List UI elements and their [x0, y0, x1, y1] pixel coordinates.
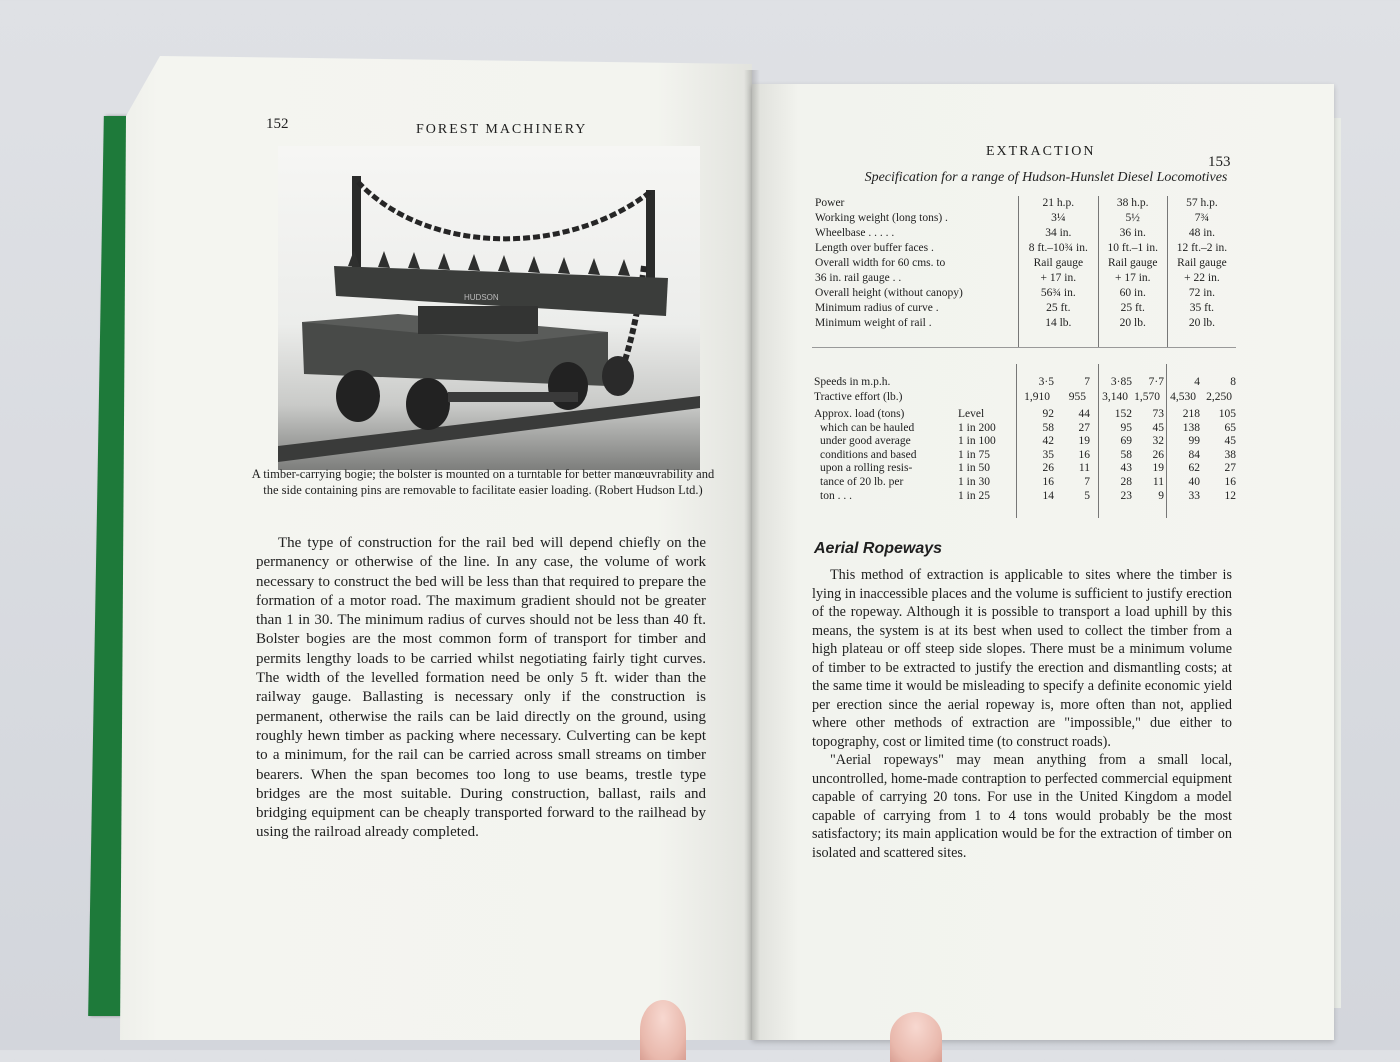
spec-value: 48 in. [1167, 226, 1236, 241]
load-value: 9 [1158, 489, 1164, 502]
gradient-label: 1 in 25 [958, 489, 990, 502]
load-value: 23 [1120, 489, 1132, 502]
speed-value: 3·5 [1038, 376, 1054, 388]
load-value: 152 [1114, 408, 1132, 420]
load-value: 40 [1188, 476, 1200, 488]
load-value: 218 [1182, 408, 1200, 420]
load-value: 7 [1084, 476, 1090, 488]
spec-value: 3¼ [1019, 211, 1099, 226]
load-value: 26 [1152, 448, 1164, 461]
load-value: 105 [1218, 408, 1236, 420]
spec-label: Overall width for 60 cms. to [815, 257, 946, 269]
spec-value: 5½ [1098, 211, 1167, 226]
gradient-label: 1 in 30 [958, 476, 990, 488]
load-value: 19 [1152, 462, 1164, 475]
speed-value: 7 [1084, 376, 1090, 388]
spec-value: Rail gauge [1019, 256, 1099, 271]
section-heading-aerial-ropeways: Aerial Ropeways [814, 540, 943, 557]
load-label-line: upon a rolling resis- [820, 462, 913, 475]
effort-value: 4,530 [1170, 391, 1196, 403]
right-running-head: EXTRACTION [986, 144, 1096, 159]
locomotive-spec-table [812, 196, 1236, 348]
load-value: 5 [1084, 489, 1090, 502]
spec-value: 8 ft.–10¾ in. [1019, 241, 1099, 256]
load-label-line: conditions and based [820, 448, 917, 461]
spec-label: 36 in. rail gauge . . [815, 272, 902, 284]
load-value: 19 [1078, 435, 1090, 448]
load-value: 12 [1224, 489, 1236, 502]
spec-row [812, 211, 1236, 226]
effort-value: 2,250 [1206, 391, 1232, 403]
photo-hudson-label: HUDSON [464, 293, 499, 302]
spec-value: 36 in. [1098, 226, 1167, 241]
load-value: 69 [1120, 435, 1132, 448]
spec-label: Working weight (long tons) . [815, 212, 948, 224]
spec-label: Length over buffer faces . [815, 242, 934, 254]
bogie-photograph [278, 146, 700, 470]
gradient-label: 1 in 100 [958, 435, 996, 448]
right-body-text [812, 566, 1232, 862]
spec-value: 7¾ [1167, 211, 1236, 226]
load-value: 95 [1120, 421, 1132, 434]
spec-row [812, 241, 1236, 256]
load-value: 62 [1188, 462, 1200, 475]
gradient-label: 1 in 200 [958, 421, 996, 434]
load-value: 73 [1152, 408, 1164, 420]
spec-value: 14 lb. [1019, 316, 1099, 331]
finger-holding-book [640, 1000, 686, 1060]
load-value: 26 [1042, 462, 1054, 475]
effort-value: 1,570 [1134, 391, 1160, 403]
load-value: 28 [1120, 476, 1132, 488]
spec-value: Rail gauge [1098, 256, 1167, 271]
speed-value: 4 [1194, 376, 1200, 388]
spec-value: + 17 in. [1019, 271, 1099, 286]
spec-value: 20 lb. [1167, 316, 1236, 331]
load-value: 16 [1042, 476, 1054, 488]
load-value: 45 [1152, 421, 1164, 434]
load-value: 11 [1078, 462, 1090, 475]
thumb-holding-book [890, 1012, 942, 1062]
load-label-line: which can be hauled [820, 421, 915, 434]
load-value: 38 [1224, 448, 1236, 461]
effort-value: 955 [1068, 391, 1086, 403]
left-page-number: 152 [266, 116, 289, 132]
spec-value: 60 in. [1098, 286, 1167, 301]
spec-row [812, 271, 1236, 286]
load-value: 45 [1224, 435, 1236, 448]
spec-value: 72 in. [1167, 286, 1236, 301]
left-body-text [256, 534, 706, 843]
load-label-line: ton . . . [820, 489, 852, 502]
left-running-head: FOREST MACHINERY [416, 122, 588, 137]
spec-label: Power [815, 197, 845, 209]
spec-value: 12 ft.–2 in. [1167, 241, 1236, 256]
spec-label: Overall height (without canopy) [815, 287, 963, 299]
load-value: 11 [1152, 476, 1164, 488]
spec-value: 34 in. [1019, 226, 1099, 241]
spec-label: Wheelbase . . . . . [815, 227, 895, 239]
gradient-label: 1 in 50 [958, 462, 990, 475]
load-value: 58 [1042, 421, 1054, 434]
load-label-line: under good average [820, 435, 911, 448]
spec-row [812, 196, 1236, 211]
load-label-line: tance of 20 lb. per [820, 476, 904, 488]
load-value: 33 [1188, 489, 1200, 502]
spec-value: 10 ft.–1 in. [1098, 241, 1167, 256]
load-value: 27 [1078, 421, 1090, 434]
load-value: 44 [1078, 408, 1090, 420]
ropeway-paragraph-1: This method of extraction is applicable to sites where the timber is lying in inaccessible places and the volume is sufficient to justify erection of the ropeway. Although it is possible to transport a load uphill by this means, the system is at its best when used to collect the timber from a high plateau or off steep side slopes. There must be a minimum volume of timber to be extracted to justify the erection and dismantling costs; at the same time it would be misleading to specify a definite economic yield per erection since the aerial ropeway is, more often than not, applied where other methods of extraction are "impossible," due either to topography, cost or limited time (to construct roads). [812, 567, 1232, 750]
rail-bed-paragraph: The type of construction for the rail bed will depend chiefly on the permanency or otherwise of the line. In any case, the volume of work necessary to construct the bed will be less than that required to prepare the formation of a motor road. The maximum gradient should not be greater than 1 in 30. The minimum radius of curves should not be less than 40 ft. Bolster bogies are the most common form of transport for timber and permits lengthy loads to be carried whilst negotiating fairly tight curves. The width of the levelled formation need be only 5 ft. wider than the railway gauge. Ballasting is necessary only if the construction is permanent, otherwise the rails can be laid directly on the ground, using roughly hewn timber as packing where necessary. Culverting can be kept to a minimum, for the rail can be carried across small streams on timber bearers. When the span becomes too long to use beams, trestle type bridges are the most suitable. During construction, ballast, rails and bridging equipment can be cheaply transported forward to the railhead by using the railroad already completed. [256, 535, 706, 841]
load-value: 84 [1188, 448, 1200, 461]
spec-row [812, 301, 1236, 316]
speed-value: 8 [1230, 376, 1236, 388]
load-value: 138 [1182, 421, 1200, 434]
spec-value: 57 h.p. [1167, 196, 1236, 211]
photo-caption: A timber-carrying bogie; the bolster is mounted on a turntable for better manœuvrability and the side containing pins are removable to facilitate easier loading. (Robert Hudson Ltd.) [251, 467, 715, 497]
spec-value: Rail gauge [1167, 256, 1236, 271]
spec-label: Minimum weight of rail . [815, 317, 932, 329]
spec-row [812, 256, 1236, 271]
load-value: 92 [1042, 408, 1054, 420]
spec-table-title: Specification for a range of Hudson-Hunslet Diesel Locomotives [864, 170, 1228, 185]
spec-value: 25 ft. [1019, 301, 1099, 316]
spec-row [812, 226, 1236, 241]
speed-value: 3·85 [1110, 376, 1132, 388]
spec-row [812, 286, 1236, 301]
spec-value: 35 ft. [1167, 301, 1236, 316]
spec-value: 25 ft. [1098, 301, 1167, 316]
book-gutter [744, 70, 760, 1040]
spec-value: + 22 in. [1167, 271, 1236, 286]
spec-row [812, 316, 1236, 331]
speed-value: 7·7 [1148, 376, 1164, 388]
load-value: 27 [1224, 462, 1236, 475]
load-value: 99 [1188, 435, 1200, 448]
load-value: 35 [1042, 448, 1054, 461]
effort-value: 3,140 [1102, 391, 1128, 403]
gradient-label: Level [958, 408, 985, 420]
effort-label: Tractive effort (lb.) [814, 391, 903, 403]
load-value: 32 [1152, 435, 1164, 448]
load-value: 16 [1078, 448, 1090, 461]
load-label-line: Approx. load (tons) [814, 408, 905, 420]
right-page-number: 153 [1208, 154, 1231, 170]
gradient-label: 1 in 75 [958, 448, 990, 461]
load-value: 65 [1224, 421, 1236, 434]
spec-value: 56¾ in. [1019, 286, 1099, 301]
spec-value: 21 h.p. [1019, 196, 1099, 211]
spec-label: Minimum radius of curve . [815, 302, 939, 314]
spec-value: 38 h.p. [1098, 196, 1167, 211]
timber-bogie-illustration [278, 146, 700, 470]
effort-value: 1,910 [1024, 391, 1050, 403]
load-value: 43 [1120, 462, 1132, 475]
load-value: 16 [1224, 476, 1236, 488]
spec-value: + 17 in. [1098, 271, 1167, 286]
load-value: 58 [1120, 448, 1132, 461]
load-value: 42 [1042, 435, 1054, 448]
spec-value: 20 lb. [1098, 316, 1167, 331]
load-value: 14 [1042, 489, 1054, 502]
ropeway-paragraph-2: "Aerial ropeways" may mean anything from a small local, uncontrolled, home-made contraption to perfected commercial equipment capable of carrying 20 tons. For use in the United Kingdom a model capable of carrying from 1 to 4 tons would probably be the most satisfactory; its main application would be for the extraction of timber on isolated and scattered sites. [812, 752, 1232, 861]
speed-label: Speeds in m.p.h. [814, 376, 891, 388]
